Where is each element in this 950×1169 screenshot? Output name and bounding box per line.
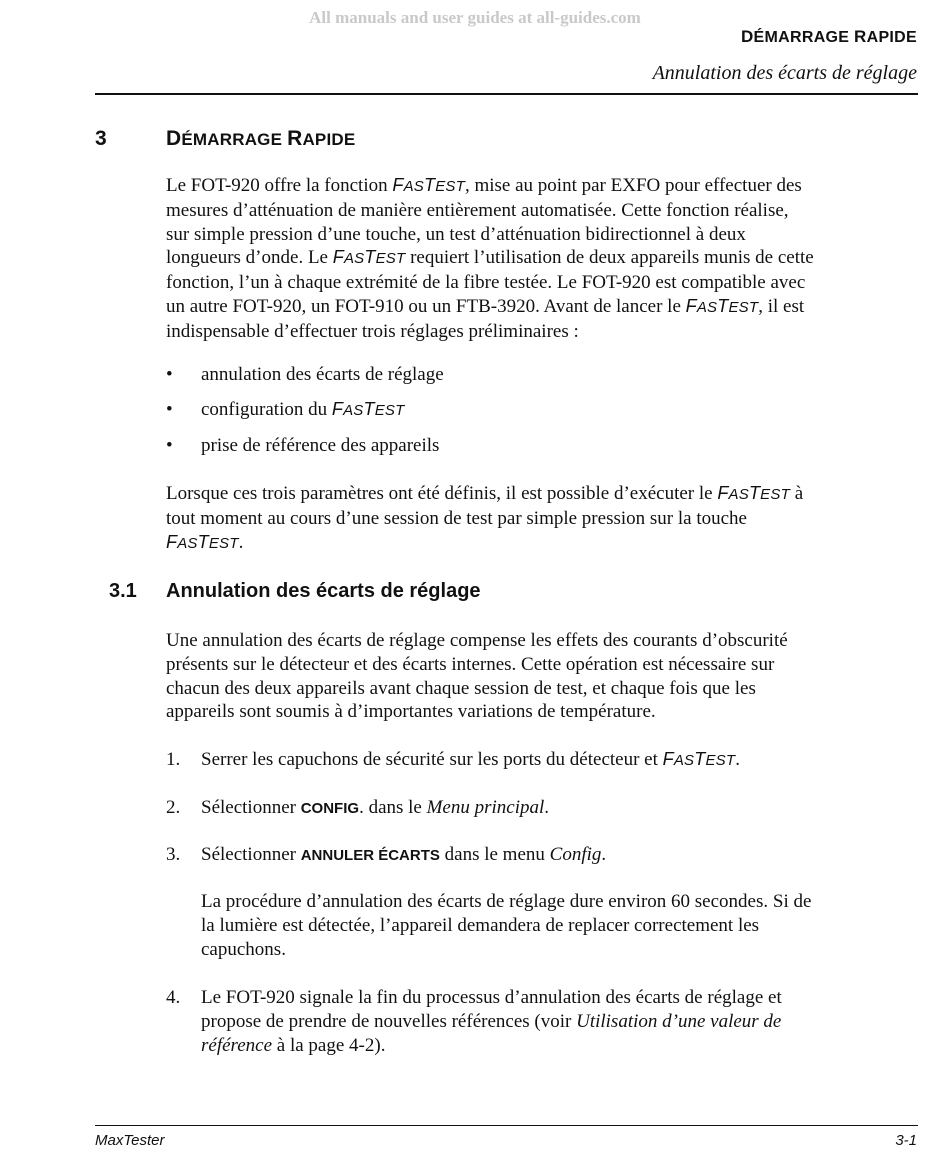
section-intro-paragraph: Une annulation des écarts de réglage compense les effets des courants d’obscurité présents sur le détecteur et des écarts internes. Cette opération est nécessaire sur chacun des deux appareils avant chaque session de test, et chaque fois que les appareils sont soumis à d’importantes variations de température. [166,630,788,723]
section-number: 3.1 [109,580,137,602]
chapter-number: 3 [95,127,107,150]
watermark: All manuals and user guides at all-guides.com [309,8,641,27]
fastest-term: FASTEST [685,295,759,316]
footer-rule [95,1125,918,1126]
key-label: CONFIG [300,800,360,817]
running-header-title: DÉMARRAGE RAPIDE [740,27,917,46]
fastest-term: FASTEST [717,483,790,503]
intro-paragraph: Le FOT-920 offre la fonction FASTEST, mise au point par EXFO pour effectuer des mesures d’atténuation de manière entièrement automatisée. Cette fonction réalise, sur simple pression d’une touche, un test d’atténuation bidirectionnel à deux longueurs d’onde. Le FASTEST requiert l’utilisation de deux appareils munis de cette fonction, l’un à chaque extrémité de la fibre testée. Le FOT-920 est compatible avec un autre FOT-920, un FOT-910 ou un FTB-3920. Avant de lancer le FASTEST, il est indispensable d’effectuer trois réglages préliminaires : [166,175,814,342]
page-number: 3-1 [895,1132,917,1149]
running-header-section: Annulation des écarts de réglage [652,62,917,84]
footer-product-name: MaxTester [95,1132,165,1149]
key-label: ANNULER ÉCARTS [300,847,440,864]
fastest-term: FASTEST [392,175,465,195]
fastest-term: FASTEST [331,399,405,419]
chapter-title: DÉMARRAGE RAPIDE [166,127,356,150]
section-title: Annulation des écarts de réglage [166,580,481,602]
after-bullets-paragraph: Lorsque ces trois paramètres ont été définis, il est possible d’exécuter le FASTEST à tout moment au cours d’une session de test par simple pression sur la touche FASTEST. [166,483,804,553]
header-rule [95,93,918,95]
fastest-term: FASTEST [332,247,406,268]
fastest-term: FASTEST [166,531,239,552]
fastest-term: FASTEST [662,749,736,769]
